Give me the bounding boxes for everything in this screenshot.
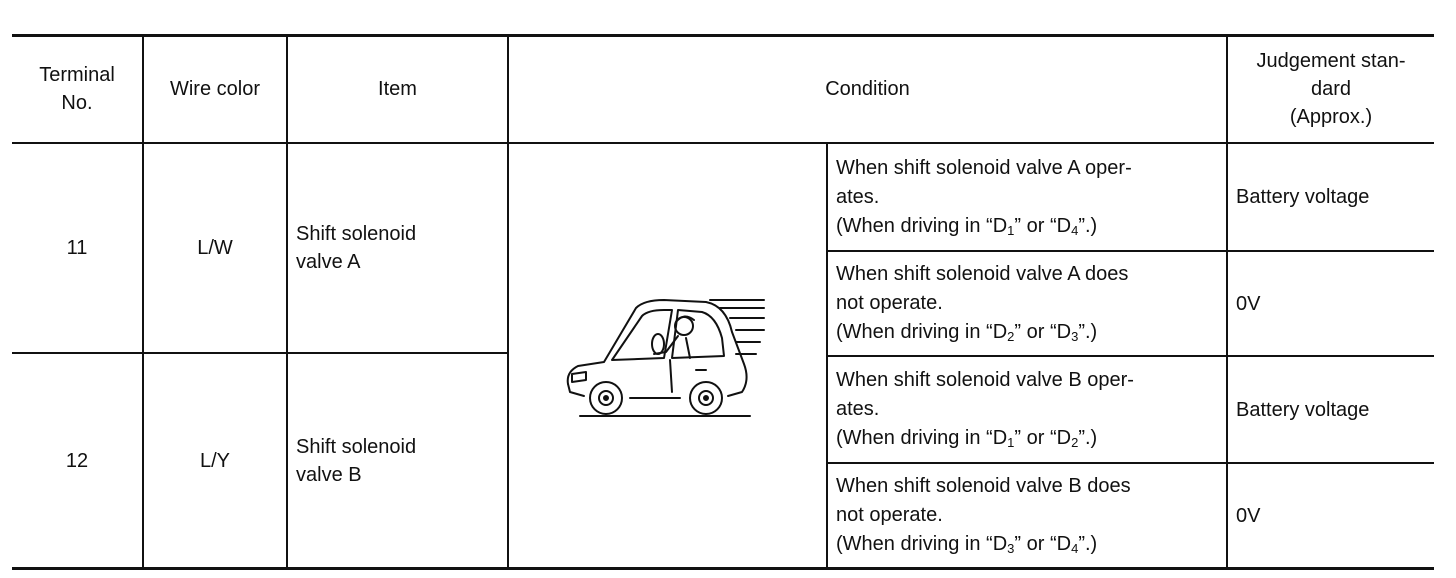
header-terminal-no	[12, 36, 142, 142]
terminal-number: 11	[66, 237, 88, 259]
driving-range-note: (When driving in “$D_3$” or “$D_4$”.)	[836, 533, 1098, 556]
header-judgement-line-2: dard	[1310, 78, 1351, 100]
driving-range-note: (When driving in “$D_1$” or “$D_2$”.)	[836, 427, 1098, 450]
condition-text	[828, 252, 1226, 355]
header-terminal-line-2: No.	[61, 92, 93, 114]
terminal-number: 12	[65, 449, 89, 472]
table-bottom-rule	[12, 567, 1434, 570]
condition-line: When shift solenoid valve B oper-	[836, 369, 1134, 391]
header-terminal-line-1: Terminal	[39, 64, 115, 86]
wire-color: L/W	[197, 237, 233, 259]
condition-text	[828, 357, 1226, 462]
driving-range-note: (When driving in “$D_1$” or “$D_4$”.)	[836, 214, 1098, 238]
item-name	[288, 144, 507, 352]
condition-text	[828, 464, 1226, 567]
header-judgement-line-1: Judgement stan-	[1256, 50, 1406, 72]
condition-line: not operate.	[836, 292, 943, 314]
item-line-1: Shift solenoid	[296, 435, 417, 458]
condition-line: When shift solenoid valve B does	[836, 475, 1131, 497]
header-item: Item	[378, 78, 417, 100]
judgement-value: Battery voltage	[1236, 186, 1370, 208]
item-name	[288, 354, 507, 567]
wire-color: L/Y	[199, 449, 231, 472]
judgement-value: Battery voltage	[1236, 398, 1370, 421]
condition-line: When shift solenoid valve A does	[836, 263, 1129, 285]
condition-line: not operate.	[836, 504, 943, 526]
judgement-value: 0V	[1236, 504, 1261, 527]
condition-text	[828, 144, 1226, 250]
item-line-2: valve A	[296, 251, 361, 273]
item-line-1: Shift solenoid	[296, 223, 417, 245]
header-judgement-standard	[1228, 36, 1434, 142]
condition-line: ates.	[836, 185, 880, 208]
condition-line: When shift solenoid valve A oper-	[836, 156, 1132, 179]
driving-range-note: (When driving in “$D_2$” or “$D_3$”.)	[836, 321, 1098, 344]
car-driver-illustration-icon	[560, 292, 772, 420]
condition-line: ates.	[836, 398, 880, 420]
header-wire-color: Wire color	[169, 78, 260, 100]
header-judgement-line-3: (Approx.)	[1289, 106, 1373, 128]
judgement-value: 0V	[1236, 292, 1261, 315]
header-condition: Condition	[825, 78, 910, 100]
item-line-2: valve B	[296, 463, 362, 486]
